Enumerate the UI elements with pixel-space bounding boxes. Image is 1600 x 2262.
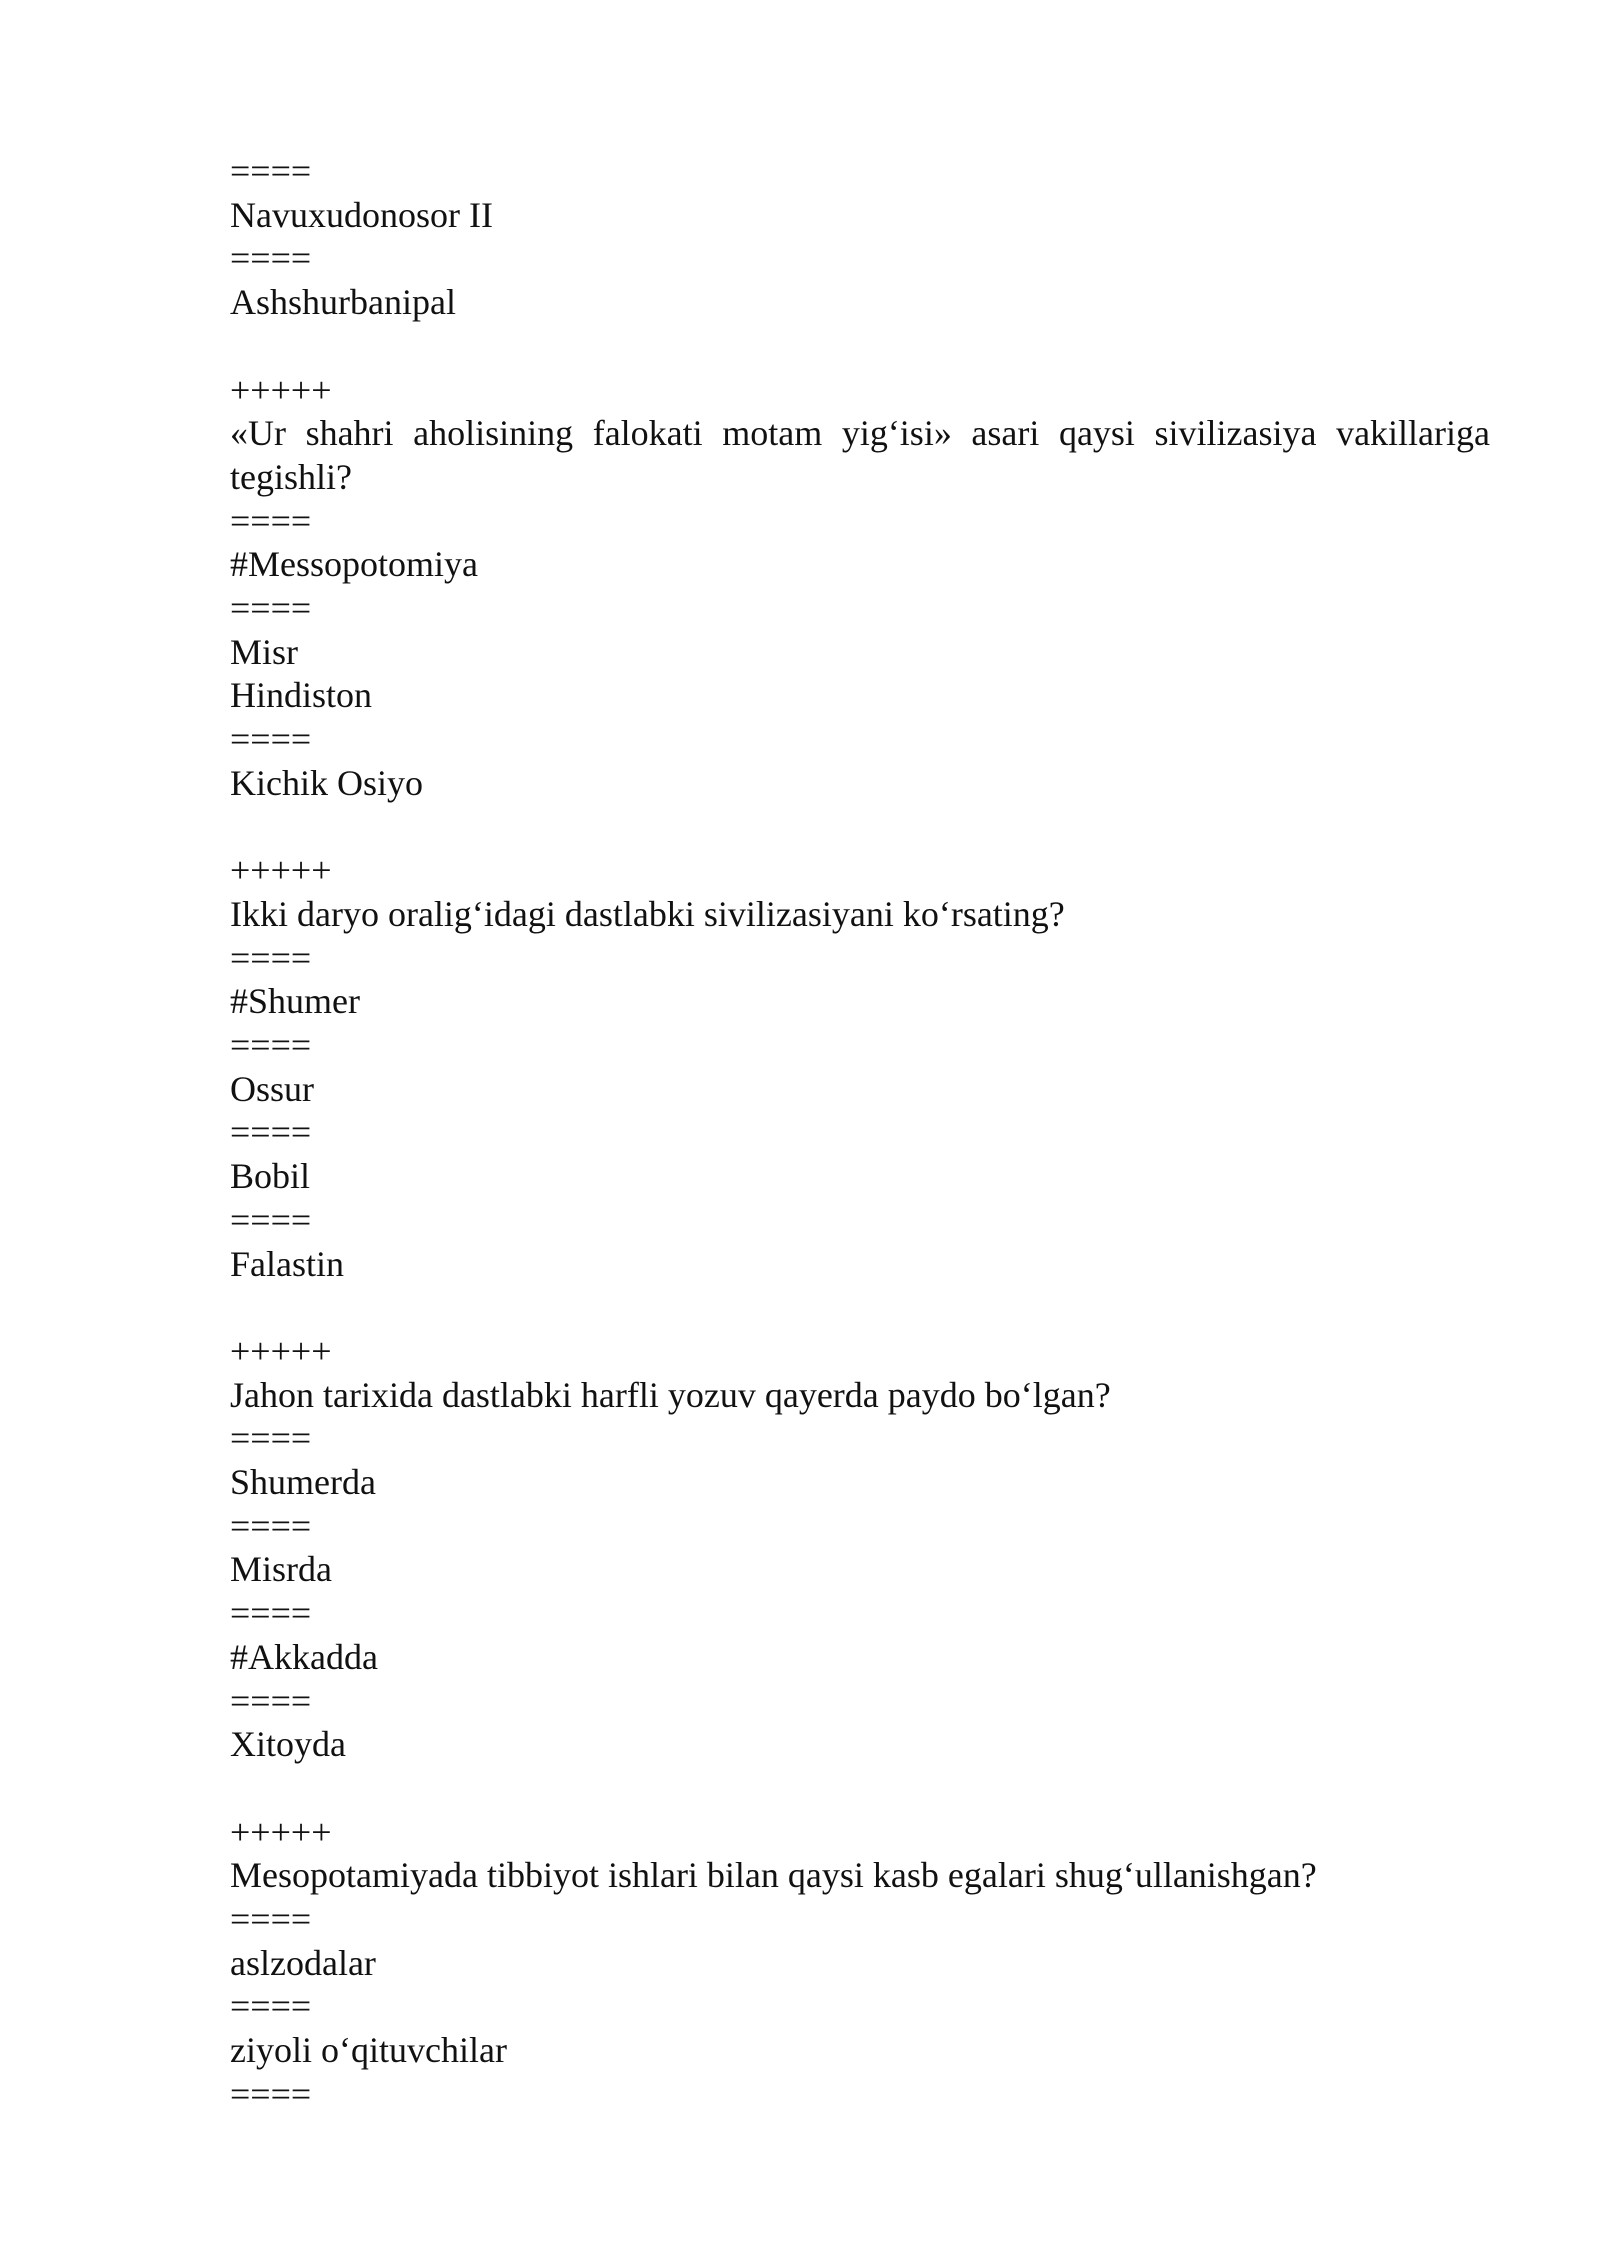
answer-option: Misrda [230, 1549, 332, 1590]
separator: ==== [230, 1986, 312, 2027]
answer-option: Ashshurbanipal [230, 282, 456, 323]
question-marker: +++++ [230, 1330, 332, 1371]
separator: ==== [230, 937, 312, 978]
blank-line [230, 1767, 1490, 1811]
separator: ==== [230, 1899, 312, 1940]
separator: ==== [230, 151, 312, 191]
separator: ==== [230, 2073, 312, 2114]
answer-option: Ossur [230, 1068, 315, 1109]
answer-option: Navuxudonosor II [230, 194, 493, 235]
answer-option: Shumerda [230, 1462, 376, 1503]
answer-option: Kichik Osiyo [230, 762, 423, 803]
blank-line [230, 325, 1490, 369]
answer-option: Bobil [230, 1156, 311, 1197]
answer-option: Misr [230, 631, 299, 672]
question-text: «Ur shahri aholisining falokati motam yig‘isi» asari qaysi sivilizasiya vakillariga tegishli? [230, 413, 1490, 497]
question-text: Jahon tarixida dastlabki harfli yozuv qayerda paydo bo‘lgan? [230, 1374, 1111, 1415]
answer-option-correct: #Shumer [230, 981, 360, 1022]
question-marker: +++++ [230, 1811, 332, 1852]
separator: ==== [230, 1680, 312, 1721]
answer-option-correct: #Akkadda [230, 1636, 378, 1677]
separator: ==== [230, 1418, 312, 1459]
blank-line [230, 1286, 1490, 1330]
document-body [230, 150, 1490, 2117]
answer-option: Falastin [230, 1243, 344, 1284]
separator: ==== [230, 1112, 312, 1153]
question-text: Ikki daryo oralig‘idagi dastlabki sivilizasiyani ko‘rsating? [230, 893, 1065, 934]
answer-option-correct: #Messopotomiya [230, 544, 478, 585]
separator: ==== [230, 1199, 312, 1240]
answer-option: ziyoli o‘qituvchilar [230, 2030, 507, 2071]
answer-option: Xitoyda [230, 1724, 346, 1765]
answer-option: aslzodalar [230, 1942, 376, 1983]
question-marker: +++++ [230, 369, 332, 410]
separator: ==== [230, 1025, 312, 1066]
separator: ==== [230, 238, 312, 279]
separator: ==== [230, 588, 312, 629]
question-text: Mesopotamiyada tibbiyot ishlari bilan qaysi kasb egalari shug‘ullanishgan? [230, 1855, 1317, 1896]
question-marker: +++++ [230, 850, 332, 891]
blank-line [230, 806, 1490, 850]
separator: ==== [230, 1593, 312, 1634]
answer-option: Hindiston [230, 675, 373, 716]
separator: ==== [230, 719, 312, 760]
separator: ==== [230, 500, 312, 541]
separator: ==== [230, 1505, 312, 1546]
